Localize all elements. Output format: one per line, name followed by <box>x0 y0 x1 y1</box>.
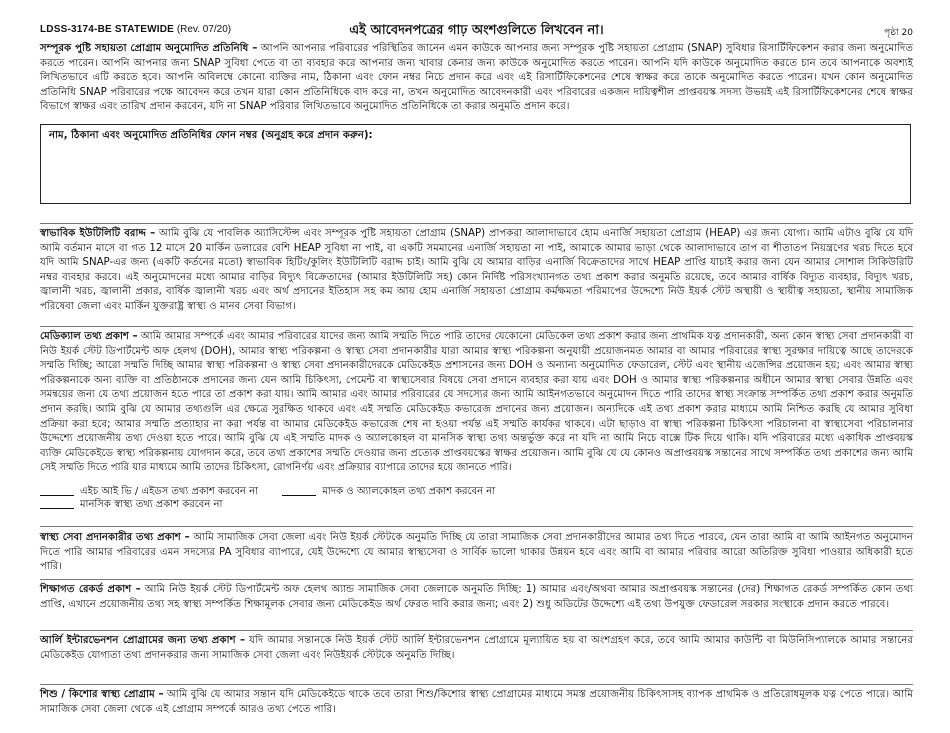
snap-rep-section <box>40 42 913 112</box>
rep-info-box[interactable] <box>40 124 911 204</box>
hiv-blank[interactable] <box>40 495 74 496</box>
drug-option-label: মাদক ও অ্যালকোহল তথ্য প্রকাশ করবেন না <box>322 486 496 497</box>
form-revision: (Rev. 07/20) <box>176 24 232 35</box>
rep-info-label: নাম, ঠিকানা এবং অনুমোদিত প্রতিনিধির ফোন নম্বর (অনুগ্রহ করে প্রদান করুন): <box>49 130 373 141</box>
mental-blank[interactable] <box>40 508 74 509</box>
education-body: আমি নিউ ইয়র্ক স্টেট ডিপার্টমেন্ট অফ হেলথ অ্যান্ড সামাজিক সেবা জেলাকে অনুমতি দিচ্ছি: 1) আমার এবং/অথবা আমার অপ্রাপ্তবয়স্ক সন্তানের (দের) শিক্ষাগত রেকর্ড সম্পর্কিত কোন তথ্য প্রাপ্তি, এখানে প্রয়োজনীয় তথ্য সহ স্বাস্থ্য সম্পর্কিত শিক্ষামূলক সেবার জন্য মেডিকেইড অর্থ ফেরত দাবি করার জন্য; এবং 2) শুধু অডিটের উদ্দেশ্যে এই তথ্য উপযুক্ত ফেডারেল সরকার সংস্থাকে প্রদান করতে পারবে। <box>40 584 913 610</box>
form-title: এই আবেদনপত্রের গাঢ় অংশগুলিতে লিখবেন না। <box>349 23 604 38</box>
divider <box>40 579 913 580</box>
divider <box>40 526 913 527</box>
provider-section <box>40 531 913 573</box>
child-health-heading: শিশু / কিশোর স্বাস্থ্য প্রোগ্রাম – <box>40 689 164 700</box>
divider <box>40 684 913 685</box>
education-heading: শিক্ষাগত রেকর্ড প্রকাশ – <box>40 584 141 595</box>
utility-body: আমি বুঝি যে পাবলিক অ্যাসিস্টেন্স এবং সম্পূরক পুষ্টি সহায়তা প্রোগ্রাম (SNAP) প্রাপকরা আলাদাভাবে হোম এনার্জি সহায়তা প্রোগ্রাম (HEAP) এর জন্য যোগ্য। আমি এটাও বুঝি যে যদি আমি বর্তমান মাসে বা গত 12 মাসে 20 মার্কিন ডলারের বেশি HEAP সুবিধা না পাই, বা একটি সমমানের এনার্জি সহায়তা না পাই, আমাকে আমার ভাড়া থেকে আলাদাভাবে তাপ বা শীতাতপ নিয়ন্ত্রণের খরচ দিতে হবে যদি আমি SNAP-এর জন্য (একটি কর্তনের মতো) স্বাভাবিক হিটিং/কুলিং ইউটিলিটি বরাদ্দ চাই। আমি বুঝি যে আমার বাড়ির এনার্জি বিক্রেতাদের সাথে HEAP প্রাপ্তি যাচাই করার জন্য যেন আমার সোশাল সিকিউরিটি নম্বর ব্যবহার করবে। এই অনুমোদনের মধ্যে আমার বাড়ির বিদ্যুৎ বিক্রেতাদের (আমার ইউটিলিটি সহ) কোন নির্দিষ্ট পরিসংখ্যানগত তথ্য প্রকাশ করার অনুমতি রয়েছে, তবে আমার বার্ষিক বিদ্যুত ব্যবহার, বিদ্যুৎ খরচ, জ্বালানী খরচ, জ্বালানী প্রকার, বার্ষিক জ্বালানী খরচ এবং অর্থ প্রদানের ইতিহাস সহ কম আয় হোম এনার্জি সহায়তা প্রোগ্রাম কর্মক্ষমতা পরিমাপের উদ্দেশ্যে নিউ ইয়র্ক স্টেট অস্থায়ী ও স্থায়ীত্ব সহায়তা, স্থানীয় সামাজিক পরিষেবা জেলা এবং মার্কিন যুক্তরাষ্ট্র স্বাস্থ্য ও মানব সেবা বিভাগ। <box>40 228 913 312</box>
mental-option-label: মানসিক স্বাস্থ্য তথ্য প্রকাশ করবেন না <box>80 499 223 510</box>
child-health-section <box>40 688 913 718</box>
hiv-option-label: এইচ আই ভি / এইডস তথ্য প্রকাশ করবেন না <box>80 486 259 497</box>
drug-blank[interactable] <box>282 495 316 496</box>
consent-line-2 <box>40 497 222 514</box>
education-section <box>40 583 913 613</box>
medical-body: আমি আমার সম্পর্কে এবং আমার পরিবারের যাদের জন্য আমি সম্মতি দিতে পারি তাদের যেকোনো মেডিকেল তথ্য প্রকাশ করার জন্য প্রাথমিক যত্ন প্রদানকারী, অন্য কোন স্বাস্থ্য সেবা প্রদানকারী বা নিউ ইয়র্ক স্টেট ডিপার্টমেন্ট অফ হেলথ (DOH), আমার স্বাস্থ্য পরিকল্পনা ও স্বাস্থ্য সেবা প্রদানকারীর যারা আমার স্বাস্থ্য পরিকল্পনা অনুযায়ী প্রয়োজনমত আমার বা আমার পরিবারের স্বাস্থ্য সুরক্ষার দায়িত্বে আছে তাদেরকে সম্মতি দিচ্ছি; আরো সম্মতি দিচ্ছি আমার স্বাস্থ্য পরিকল্পনা ও স্বাস্থ্য সেবা প্রদানকারীদেরকে মেডিকেইড প্রশাসনের জন্য DOH ও অন্যান্য অনুমোদিত ফেডারেল, স্টেট এবং স্থানীয় এজেন্সির প্রয়োজন হয়; এবং আমার স্বাস্থ্য পরিকল্পনাকে অন্য ব্যক্তি বা প্রতিষ্ঠানকে প্রদানের জন্য যেন আমি চিকিৎসা, পেমেন্ট বা স্বাস্থ্যসেবার বিষয়ে সেবা প্রদানে ব্যবহার করা যায় এবং DOH ও আমার স্বাস্থ্য পরিকল্পনার অধীনে আমার স্বাস্থ্য সেবার উন্নতি এবং সমন্বয়ের জন্য যে তথ্য প্রয়োজন হতে পারে তা প্রকাশ করা যায়। আমি আমার এবং আমার পরিবারের যে সদস্যের জন্য আমি আইনগতভাবে অনুমোদন দিতে পারি তাদের স্বাস্থ্য সংক্রান্ত সম্পর্কিত তথ্য প্রকাশ করার অনুমতি প্রদান করছি। আমি বুঝি যে আমার তথ্যগুলি এর ক্ষেত্রে সুরক্ষিত থাকবে এবং এই সম্মতি মেডিকেইড কভারেজ প্রদানের জন্য প্রয়োজন। অন্যদিকে এই তথ্য প্রকাশ করার মাধ্যমে আমি নিশ্চিত করছি যে আমার সুবিধা প্রক্রিয়া করা হবে; আমার সম্মতি প্রত্যাহার না করা পর্যন্ত বা আমার মেডিকেইড কভারেজ শেষ না হওয়া পর্যন্ত এই সম্মতি কার্যকর থাকবে। এটা ছাড়াও বা স্বাস্থ্য পরিকল্পনা চিকিৎসা পরিচালনা বা স্বাস্থ্যসেবা পরিচালনার উদ্দেশ্যে প্রয়োজনীয় তথ্য দেওয়া হতে পারে। আমি বুঝি যে এই সম্মতি মাদক ও অ্যালকোহল বা মানসিক স্বাস্থ্য তথ্য অন্তর্ভুক্ত করে না যদি না আমি নিচে বাক্সে টিক দিয়ে থাকি। যদি পরিবারের মধ্যে একাধিক প্রাপ্তবয়স্ক ব্যক্তি মেডিকেইডে স্বাস্থ্য পরিকল্পনায় যোগদান করে, তবে তথ্য প্রকাশের সম্মতি দেওয়ার জন্য প্রত্যেক প্রাপ্তবয়স্কের স্বাক্ষর প্রয়োজন। আমি বুঝি যে যে কোনও অপ্রাপ্তবয়স্ক সন্তানের সাথে সম্পর্কিত তথ্য প্রকাশের জন্য আমি সেই সম্মতি দিতে পারি যার মাধ্যমে আমি তাদের চিকিৎসা, রোগনির্ণয় এবং প্রক্রিয়ার ব্যাপারে তাদের হয়ে জানতে পারি। <box>40 331 913 474</box>
early-intervention-section <box>40 634 913 664</box>
snap-rep-body: আপনি আপনার পরিবারের পরিস্থিতির জানেন এমন কাউকে আপনার জন্য সম্পূরক পুষ্টি সহায়তা প্রোগ্রাম (SNAP) সুবিধার রিসার্টিফিকেশন করার জন্য অনুমোদিত করতে পারেন। আপনি আপনার জন্য SNAP সুবিধা পেতে বা তা ব্যবহার করে আপনার জন্য খাবার কেনার জন্য কাউকে অনুমোদিত করতে পারেন। আপনি যদি কাউকে অনুমোদিত করতে চান তবে আপনাকে অবশ্যই লিখিতভাবে এটি করতে হবে। আপনি অবিলম্বে কোনো ব্যক্তির নাম, ঠিকানা এবং ফোন নম্বর নিচে প্রদান করে এবং এই রিসার্টিফিকেশনের শেষে স্বাক্ষর করে তাকে অনুমোদিত করতে পারেন। যখন কোন অনুমোদিত প্রতিনিধি SNAP পরিবারের পক্ষে আবেদন করে তখন যারা কোন প্রতিনিধিকে বাদ করে না, তখন অনুমোদিত আবেদনকারী এবং পরিবারের একজন দায়িত্বশীল প্রাপ্তবয়স্ক সদস্য উভয়ই এই রিসার্টিফিকেশনের শেষে স্বাক্ষর বিভাগে স্বাক্ষর এবং তারিখ প্রদান করবেন, যদি না SNAP পরিবার লিখিতভাবে অনুমোদিত প্রতিনিধিকে তা করার অনুমতি প্রদান করে। <box>40 43 913 113</box>
utility-section <box>40 227 913 312</box>
divider <box>40 326 913 327</box>
child-health-body: আমি বুঝি যে আমার সন্তান যদি মেডিকেইডে থাকে তবে তারা শিশু/কিশোর স্বাস্থ্য প্রোগ্রামের মাধ্যমে সমস্ত প্রয়োজনীয় চিকিৎসাসহ ব্যাপক প্রাথমিক ও প্রতিরোধমূলক যত্ন পেতে পারে। আমি সামাজিক সেবা জেলা থেকে এই প্রোগ্রাম সম্পর্কে আরও তথ্য পেতে পারি। <box>40 689 913 715</box>
page-number: পৃষ্ঠা 20 <box>884 28 913 38</box>
early-intervention-heading: আর্লি ইন্টারভেনশন প্রোগ্রামের জন্য তথ্য প্রকাশ – <box>40 635 246 646</box>
provider-body: আমি সামাজিক সেবা জেলা এবং নিউ ইয়র্ক স্টেটকে অনুমতি দিচ্ছি যে তারা সামাজিক সেবা প্রদানকারীদের আমার তথ্য দিতে পারবে, যেন তারা আমি বা আমি আইনগত অনুমোদন দিতে পারি আমার পরিবারের এমন সদস্যের PA সুবিধার ব্যাপারে, যেই উদ্দেশ্যে যে আমার স্বাস্থ্যসেবা ও সার্বিক ভালো থাকার উন্নয়ন হবে এবং আমি বা আমার পরিবার আরো অতিরিক্ত সুবিধা পাওয়ার অধিকারী হতে পারি। <box>40 532 913 573</box>
snap-rep-heading: সম্পূরক পুষ্টি সহায়তা প্রোগ্রাম অনুমোদিত প্রতিনিধি – <box>40 43 258 54</box>
divider <box>40 223 913 224</box>
utility-heading: স্বাভাবিক ইউটিলিটি বরাদ্দ – <box>40 228 156 239</box>
page-header <box>40 22 913 42</box>
divider <box>40 630 913 631</box>
provider-heading: স্বাস্থ্য সেবা প্রদানকারীর তথ্য প্রকাশ – <box>40 532 190 543</box>
early-intervention-body: যদি আমার সন্তানকে নিউ ইয়র্ক স্টেট আর্লি ইন্টারভেনশন প্রোগ্রামে মূল্যায়িত হয় বা অংশগ্রহণ করে, তবে আমি আমার কাউন্টি বা মিউনিসিপ্যালকে আমার সন্তানের মেডিকেইড যোগ্যতা তথ্য প্রদানকরার জন্য সামাজিক সেবা জেলা এবং নিউইয়র্ক স্টেটকে অনুমতি দিচ্ছি। <box>40 635 913 661</box>
medical-heading: মেডিক্যাল তথ্য প্রকাশ – <box>40 331 138 342</box>
medical-section <box>40 330 913 478</box>
form-number: LDSS-3174-BE STATEWIDE <box>40 24 175 35</box>
